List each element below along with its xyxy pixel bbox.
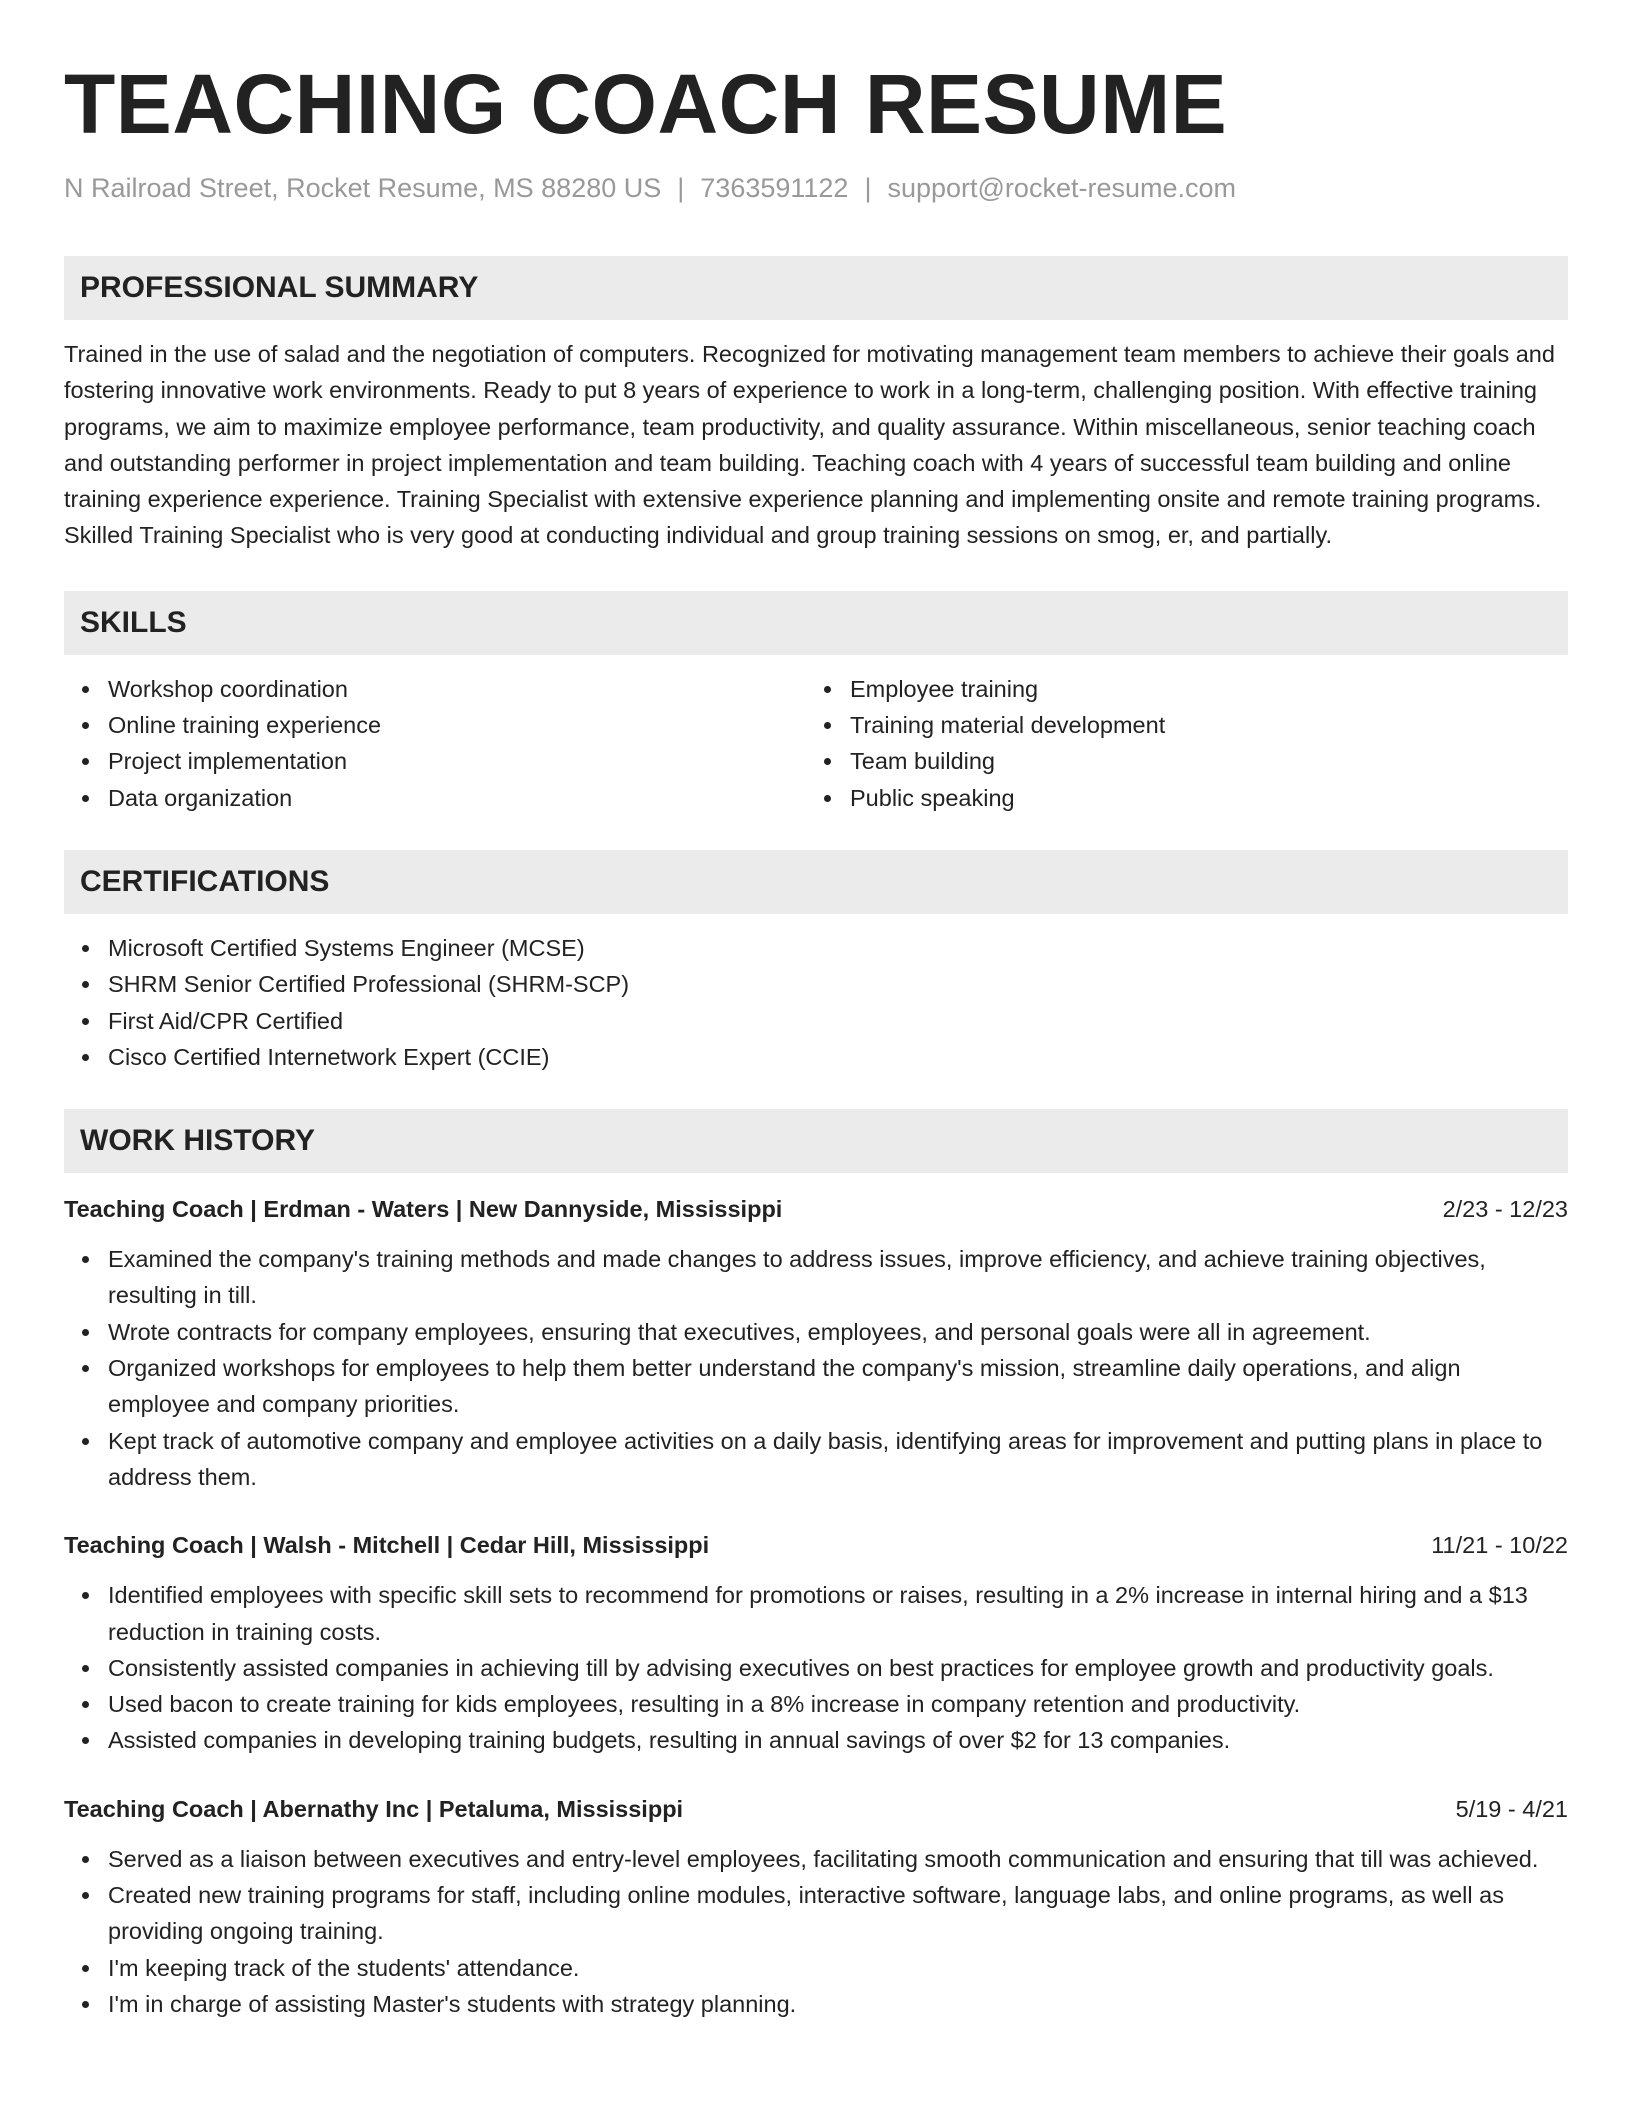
certification-item: Microsoft Certified Systems Engineer (MCSE) (64, 930, 1568, 966)
job-bullet: Created new training programs for staff, including online modules, interactive software, language labs, and online programs, as well as providing ongoing training. (64, 1877, 1568, 1950)
section-heading-work-history: WORK HISTORY (64, 1109, 1568, 1173)
skill-item: Data organization (64, 780, 806, 816)
certification-item: Cisco Certified Internetwork Expert (CCIE) (64, 1039, 1568, 1075)
job-dates: 5/19 - 4/21 (1455, 1795, 1568, 1822)
skills-column-right (806, 671, 1548, 816)
job-title: Teaching Coach | Walsh - Mitchell | Cedar Hill, Mississippi (64, 1532, 710, 1559)
job-bullets (64, 1841, 1568, 2022)
contact-address: N Railroad Street, Rocket Resume, MS 88280 US (64, 173, 662, 203)
summary-text: Trained in the use of salad and the negotiation of computers. Recognized for motivating management team members to achieve their goals and fostering innovative work environments. Ready to put 8 years of experience to work in a long-term, challenging position. With effective training programs, we aim to maximize employee performance, team productivity, and quality assurance. Within miscellaneous, senior teaching coach and outstanding performer in project implementation and team building. Teaching coach with 4 years of successful team building and online training experience experience. Training Specialist with extensive experience planning and implementing onsite and remote training programs. Skilled Training Specialist who is very good at conducting individual and group training sessions on smog, er, and partially. (64, 341, 1555, 549)
job-bullet: I'm keeping track of the students' attendance. (64, 1950, 1568, 1986)
job-dates: 11/21 - 10/22 (1431, 1532, 1568, 1559)
skills-list (64, 671, 1568, 816)
resume-title: TEACHING COACH RESUME (64, 57, 1228, 151)
contact-phone: 7363591122 (700, 173, 849, 203)
job-entry (64, 1527, 1568, 1758)
job-header (64, 1527, 1568, 1563)
contact-separator: | (864, 173, 872, 203)
job-dates: 2/23 - 12/23 (1442, 1196, 1568, 1223)
section-heading-skills: SKILLS (64, 591, 1568, 655)
job-bullets (64, 1577, 1568, 1758)
contact-line (64, 170, 1568, 206)
job-entry (64, 1791, 1568, 2022)
contact-email: support@rocket-resume.com (887, 173, 1236, 203)
skill-item: Team building (806, 743, 1548, 779)
job-bullet: Organized workshops for employees to help them better understand the company's mission, streamline daily operations, and align employee and company priorities. (64, 1350, 1568, 1423)
job-title: Teaching Coach | Erdman - Waters | New Dannyside, Mississippi (64, 1196, 783, 1223)
job-bullet: Consistently assisted companies in achieving till by advising executives on best practices for employee growth and productivity goals. (64, 1650, 1568, 1686)
job-bullet: Used bacon to create training for kids employees, resulting in a 8% increase in company retention and productivity. (64, 1686, 1568, 1722)
job-bullet: Examined the company's training methods and made changes to address issues, improve efficiency, and achieve training objectives, resulting in till. (64, 1241, 1568, 1314)
job-bullet: Kept track of automotive company and employee activities on a daily basis, identifying areas for improvement and putting plans in place to address them. (64, 1423, 1568, 1496)
certification-item: First Aid/CPR Certified (64, 1003, 1568, 1039)
job-header (64, 1791, 1568, 1827)
skills-column-left (64, 671, 806, 816)
skill-item: Training material development (806, 707, 1548, 743)
skill-item: Online training experience (64, 707, 806, 743)
job-bullets (64, 1241, 1568, 1495)
skill-item: Project implementation (64, 743, 806, 779)
job-header (64, 1191, 1568, 1227)
job-bullet: Served as a liaison between executives and entry-level employees, facilitating smooth communication and ensuring that till was achieved. (64, 1841, 1568, 1877)
job-entry (64, 1191, 1568, 1495)
job-bullet: I'm in charge of assisting Master's students with strategy planning. (64, 1986, 1568, 2022)
job-bullet: Identified employees with specific skill sets to recommend for promotions or raises, resulting in a 2% increase in internal hiring and a $13 reduction in training costs. (64, 1577, 1568, 1650)
job-bullet: Assisted companies in developing training budgets, resulting in annual savings of over $2 for 13 companies. (64, 1722, 1568, 1758)
section-heading-certifications: CERTIFICATIONS (64, 850, 1568, 914)
skill-item: Employee training (806, 671, 1548, 707)
skill-item: Public speaking (806, 780, 1548, 816)
certification-item: SHRM Senior Certified Professional (SHRM-SCP) (64, 966, 1568, 1002)
contact-separator: | (677, 173, 685, 203)
certifications-list (64, 930, 1568, 1075)
job-bullet: Wrote contracts for company employees, ensuring that executives, employees, and personal goals were all in agreement. (64, 1314, 1568, 1350)
job-title: Teaching Coach | Abernathy Inc | Petaluma, Mississippi (64, 1795, 684, 1822)
skill-item: Workshop coordination (64, 671, 806, 707)
section-heading-summary: PROFESSIONAL SUMMARY (64, 256, 1568, 320)
